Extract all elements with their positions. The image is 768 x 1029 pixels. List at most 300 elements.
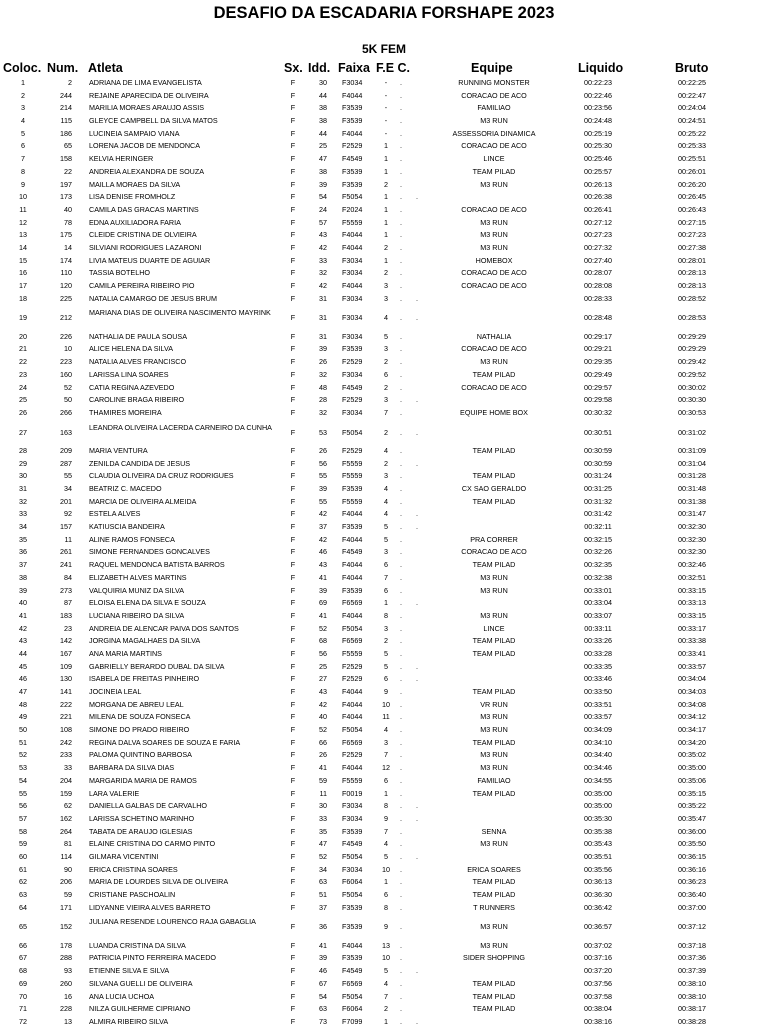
cell-idd: 47: [319, 154, 327, 164]
cell-coloc: 18: [19, 293, 27, 303]
cell-idd: 55: [319, 471, 327, 481]
cell-bruto: 00:26:01: [678, 166, 706, 176]
cell-num: 223: [60, 357, 72, 367]
cell-idd: 35: [319, 826, 327, 836]
cell-equipe: CORACAO DE ACO: [461, 141, 527, 151]
cell-faixa: F3539: [342, 344, 363, 354]
cell-num: 23: [64, 623, 72, 633]
cell-sx: F: [290, 953, 296, 963]
cell-c: .: [400, 458, 402, 468]
cell-fe: 6: [384, 775, 388, 785]
cell-liquido: 00:30:51: [584, 427, 612, 437]
cell-d: .: [416, 851, 418, 861]
cell-sx: F: [290, 369, 296, 379]
cell-num: 93: [64, 966, 72, 976]
table-row: [0, 851, 768, 864]
cell-coloc: 23: [19, 369, 27, 379]
cell-coloc: 38: [19, 572, 27, 582]
cell-num: 287: [60, 458, 72, 468]
cell-c: .: [400, 940, 402, 950]
cell-faixa: F2529: [342, 395, 363, 405]
cell-num: 183: [60, 610, 72, 620]
cell-coloc: 15: [19, 255, 27, 265]
table-row: [0, 191, 768, 204]
cell-idd: 39: [319, 344, 327, 354]
cell-sx: F: [290, 661, 296, 671]
cell-coloc: 59: [19, 839, 27, 849]
cell-fe: 4: [384, 313, 388, 323]
cell-sx: F: [290, 725, 296, 735]
cell-liquido: 00:34:40: [584, 750, 612, 760]
cell-faixa: F3034: [342, 293, 363, 303]
cell-liquido: 00:31:25: [584, 484, 612, 494]
cell-fe: 7: [384, 991, 388, 1001]
cell-coloc: 39: [19, 585, 27, 595]
cell-sx: F: [290, 534, 296, 544]
cell-sx: F: [290, 572, 296, 582]
cell-sx: F: [290, 775, 296, 785]
cell-liquido: 00:27:32: [584, 242, 612, 252]
cell-liquido: 00:33:26: [584, 636, 612, 646]
cell-liquido: 00:30:59: [584, 458, 612, 468]
cell-d: .: [416, 801, 418, 811]
cell-c: .: [400, 313, 402, 323]
cell-sx: F: [290, 966, 296, 976]
cell-liquido: 00:28:33: [584, 293, 612, 303]
cell-bruto: 00:35:06: [678, 775, 706, 785]
cell-num: 242: [60, 737, 72, 747]
cell-bruto: 00:38:10: [678, 991, 706, 1001]
table-row: [0, 661, 768, 674]
cell-sx: F: [290, 204, 296, 214]
cell-faixa: F2529: [342, 661, 363, 671]
cell-atleta: JULIANA RESENDE LOURENCO RAJA GABAGLIA: [89, 917, 256, 927]
cell-num: 201: [60, 496, 72, 506]
cell-num: 120: [60, 281, 72, 290]
cell-atleta: LUCINEIA SAMPAIO VIANA: [89, 128, 180, 138]
cell-equipe: TEAM PILAD: [472, 636, 516, 646]
table-row: [0, 648, 768, 661]
cell-num: 228: [60, 1004, 72, 1014]
table-row: [0, 800, 768, 813]
cell-num: 171: [60, 902, 72, 912]
table-row: [0, 965, 768, 978]
cell-idd: 25: [319, 141, 327, 151]
cell-atleta: GILMARA VICENTINI: [89, 851, 159, 861]
cell-bruto: 00:33:13: [678, 598, 706, 608]
cell-bruto: 00:35:47: [678, 813, 706, 823]
cell-sx: F: [290, 712, 296, 722]
cell-atleta: ALINE RAMOS FONSECA: [89, 534, 175, 544]
cell-faixa: F2529: [342, 445, 363, 455]
cell-num: 152: [60, 922, 72, 932]
cell-num: 162: [60, 813, 72, 823]
cell-sx: F: [290, 382, 296, 392]
cell-num: 115: [60, 116, 72, 126]
cell-fe: 4: [384, 496, 388, 506]
cell-atleta: ANA MARIA MARTINS: [89, 648, 162, 658]
table-row: [0, 902, 768, 915]
cell-coloc: 46: [19, 674, 27, 684]
cell-num: 233: [60, 750, 72, 760]
cell-fe: 3: [384, 293, 388, 303]
header-fec: F.E C.: [376, 61, 411, 75]
cell-equipe: TEAM PILAD: [472, 890, 516, 900]
cell-sx: F: [290, 750, 296, 760]
cell-faixa: F4044: [342, 534, 363, 544]
cell-coloc: 35: [19, 534, 27, 544]
cell-bruto: 00:29:52: [678, 369, 706, 379]
cell-num: 10: [64, 344, 72, 354]
cell-sx: F: [290, 864, 296, 874]
table-row: [0, 394, 768, 407]
table-row: [0, 940, 768, 953]
cell-bruto: 00:36:40: [678, 890, 706, 900]
cell-coloc: 66: [19, 940, 27, 950]
table-row: [0, 508, 768, 521]
table-row: [0, 407, 768, 420]
table-row: [0, 546, 768, 559]
cell-c: .: [400, 217, 402, 227]
cell-idd: 26: [319, 357, 327, 367]
cell-sx: F: [290, 826, 296, 836]
cell-bruto: 00:36:23: [678, 877, 706, 887]
cell-c: .: [400, 78, 402, 87]
cell-c: .: [400, 242, 402, 252]
cell-fe: 2: [384, 179, 388, 189]
cell-fe: 5: [384, 661, 388, 671]
cell-c: .: [400, 763, 402, 773]
cell-c: .: [400, 699, 402, 709]
cell-equipe: M3 RUN: [480, 357, 508, 367]
cell-faixa: F3539: [342, 166, 363, 176]
cell-c: .: [400, 103, 402, 113]
table-row: [0, 115, 768, 128]
cell-sx: F: [290, 560, 296, 570]
cell-coloc: 20: [19, 331, 27, 341]
cell-liquido: 00:33:35: [584, 661, 612, 671]
table-row: [0, 991, 768, 1004]
cell-bruto: 00:25:22: [678, 128, 706, 138]
cell-idd: 39: [319, 585, 327, 595]
cell-liquido: 00:28:08: [584, 281, 612, 290]
cell-liquido: 00:29:35: [584, 357, 612, 367]
cell-atleta: MARCIA DE OLIVEIRA ALMEIDA: [89, 496, 197, 506]
cell-fe: 1: [384, 217, 388, 227]
cell-liquido: 00:34:46: [584, 763, 612, 773]
cell-fe: 5: [384, 648, 388, 658]
cell-liquido: 00:36:30: [584, 890, 612, 900]
cell-num: 55: [64, 471, 72, 481]
cell-coloc: 16: [19, 268, 27, 278]
cell-coloc: 9: [21, 179, 25, 189]
cell-idd: 31: [319, 293, 327, 303]
cell-coloc: 72: [19, 1016, 27, 1026]
cell-bruto: 00:28:52: [678, 293, 706, 303]
cell-faixa: F3034: [342, 255, 363, 265]
cell-coloc: 24: [19, 382, 27, 392]
cell-bruto: 00:32:30: [678, 522, 706, 532]
cell-equipe: TEAM PILAD: [472, 560, 516, 570]
cell-equipe: CORACAO DE ACO: [461, 281, 527, 290]
cell-d: .: [416, 313, 418, 323]
cell-equipe: FAMILIAO: [477, 775, 511, 785]
cell-c: .: [400, 357, 402, 367]
cell-equipe: VR RUN: [480, 699, 508, 709]
cell-idd: 36: [319, 922, 327, 932]
table-row: [0, 572, 768, 585]
cell-fe: 1: [384, 204, 388, 214]
cell-sx: F: [290, 255, 296, 265]
cell-faixa: F4549: [342, 839, 363, 849]
header-faixa: Faixa: [338, 61, 370, 75]
cell-atleta: LARISSA LINA SOARES: [89, 369, 169, 379]
cell-coloc: 57: [19, 813, 27, 823]
cell-idd: 51: [319, 890, 327, 900]
cell-equipe: M3 RUN: [480, 839, 508, 849]
cell-bruto: 00:27:15: [678, 217, 706, 227]
cell-equipe: ERICA SOARES: [467, 864, 521, 874]
cell-faixa: F3539: [342, 522, 363, 532]
cell-c: .: [400, 427, 402, 437]
cell-fe: 10: [382, 864, 390, 874]
cell-c: .: [400, 902, 402, 912]
cell-c: .: [400, 585, 402, 595]
cell-num: 209: [60, 445, 72, 455]
cell-faixa: F3034: [342, 268, 363, 278]
cell-bruto: 00:35:02: [678, 750, 706, 760]
cell-bruto: 00:28:53: [678, 313, 706, 323]
cell-num: 206: [60, 877, 72, 887]
cell-num: 110: [60, 268, 72, 278]
cell-idd: 41: [319, 763, 327, 773]
cell-fe: 4: [384, 509, 388, 519]
cell-atleta: KATIUSCIA BANDEIRA: [89, 522, 165, 532]
cell-sx: F: [290, 103, 296, 113]
cell-bruto: 00:34:03: [678, 687, 706, 697]
cell-idd: 57: [319, 217, 327, 227]
cell-fe: 8: [384, 610, 388, 620]
cell-atleta: LIVIA MATEUS DUARTE DE AGUIAR: [89, 255, 211, 265]
cell-num: 241: [60, 560, 72, 570]
cell-equipe: M3 RUN: [480, 230, 508, 240]
cell-bruto: 00:32:30: [678, 534, 706, 544]
cell-fe: 3: [384, 281, 388, 290]
table-row: [0, 1003, 768, 1016]
cell-faixa: F3539: [342, 116, 363, 126]
cell-idd: 56: [319, 458, 327, 468]
cell-atleta: NATHALIA DE PAULA SOUSA: [89, 331, 187, 341]
cell-atleta: PATRICIA PINTO FERREIRA MACEDO: [89, 953, 216, 963]
cell-faixa: F3539: [342, 103, 363, 113]
cell-c: .: [400, 801, 402, 811]
cell-atleta: LUCIANA RIBEIRO DA SILVA: [89, 610, 185, 620]
cell-bruto: 00:30:53: [678, 407, 706, 417]
cell-coloc: 68: [19, 966, 27, 976]
cell-equipe: CORACAO DE ACO: [461, 344, 527, 354]
cell-idd: 42: [319, 281, 327, 290]
cell-bruto: 00:24:04: [678, 103, 706, 113]
cell-sx: F: [290, 141, 296, 151]
cell-equipe: HOMEBOX: [475, 255, 513, 265]
cell-faixa: F4044: [342, 699, 363, 709]
cell-bruto: 00:36:15: [678, 851, 706, 861]
cell-c: .: [400, 826, 402, 836]
cell-coloc: 52: [19, 750, 27, 760]
cell-num: 62: [64, 801, 72, 811]
table-row: [0, 534, 768, 547]
cell-sx: F: [290, 154, 296, 164]
table-row: [0, 458, 768, 471]
cell-faixa: F3539: [342, 179, 363, 189]
cell-fe: 13: [382, 940, 390, 950]
cell-atleta: MARIANA DIAS DE OLIVEIRA NASCIMENTO MAYRINK: [89, 308, 271, 318]
cell-sx: F: [290, 978, 296, 988]
cell-num: 11: [64, 534, 72, 544]
cell-atleta: LIDYANNE VIEIRA ALVES BARRETO: [89, 902, 211, 912]
cell-idd: 30: [319, 801, 327, 811]
cell-equipe: M3 RUN: [480, 712, 508, 722]
cell-equipe: TEAM PILAD: [472, 1004, 516, 1014]
cell-sx: F: [290, 839, 296, 849]
cell-faixa: F3539: [342, 484, 363, 494]
table-row: [0, 420, 768, 445]
cell-fe: 4: [384, 725, 388, 735]
cell-liquido: 00:29:57: [584, 382, 612, 392]
cell-idd: 54: [319, 991, 327, 1001]
cell-coloc: 36: [19, 547, 27, 557]
cell-faixa: F4044: [342, 281, 363, 290]
cell-sx: F: [290, 458, 296, 468]
cell-equipe: CORACAO DE ACO: [461, 547, 527, 557]
cell-liquido: 00:35:51: [584, 851, 612, 861]
cell-faixa: F3034: [342, 313, 363, 323]
cell-coloc: 41: [19, 610, 27, 620]
cell-fe: -: [384, 78, 388, 87]
cell-equipe: M3 RUN: [480, 242, 508, 252]
cell-num: 33: [64, 763, 72, 773]
table-row: [0, 914, 768, 939]
cell-num: 14: [64, 242, 72, 252]
cell-bruto: 00:38:10: [678, 978, 706, 988]
cell-num: 40: [64, 204, 72, 214]
cell-coloc: 67: [19, 953, 27, 963]
table-row: [0, 217, 768, 230]
table-row: [0, 267, 768, 280]
results-table: [0, 77, 768, 1029]
cell-coloc: 65: [19, 922, 27, 932]
cell-num: 109: [60, 661, 72, 671]
cell-idd: 43: [319, 560, 327, 570]
cell-coloc: 3: [21, 103, 25, 113]
table-row: [0, 305, 768, 330]
cell-equipe: TEAM PILAD: [472, 471, 516, 481]
cell-equipe: M3 RUN: [480, 116, 508, 126]
cell-faixa: F3539: [342, 922, 363, 932]
cell-liquido: 00:26:38: [584, 192, 612, 202]
cell-c: .: [400, 636, 402, 646]
cell-c: .: [400, 141, 402, 151]
cell-num: 160: [60, 369, 72, 379]
cell-idd: 32: [319, 407, 327, 417]
cell-c: .: [400, 509, 402, 519]
cell-bruto: 00:25:51: [678, 154, 706, 164]
cell-liquido: 00:23:56: [584, 103, 612, 113]
cell-c: .: [400, 978, 402, 988]
cell-c: .: [400, 610, 402, 620]
cell-num: 81: [64, 839, 72, 849]
cell-liquido: 00:33:57: [584, 712, 612, 722]
cell-liquido: 00:36:13: [584, 877, 612, 887]
cell-atleta: MORGANA DE ABREU LEAL: [89, 699, 184, 709]
cell-coloc: 10: [19, 192, 27, 202]
cell-liquido: 00:34:10: [584, 737, 612, 747]
cell-idd: 52: [319, 725, 327, 735]
cell-bruto: 00:29:29: [678, 331, 706, 341]
cell-atleta: CATIA REGINA AZEVEDO: [89, 382, 175, 392]
cell-fe: 4: [384, 978, 388, 988]
cell-c: .: [400, 813, 402, 823]
cell-c: .: [400, 788, 402, 798]
cell-faixa: F4044: [342, 128, 363, 138]
cell-coloc: 37: [19, 560, 27, 570]
cell-coloc: 8: [21, 166, 25, 176]
cell-sx: F: [290, 648, 296, 658]
cell-sx: F: [290, 293, 296, 303]
cell-atleta: ANA LUCIA UCHOA: [89, 991, 155, 1001]
cell-coloc: 31: [19, 484, 27, 494]
cell-num: 244: [60, 90, 72, 100]
cell-atleta: LORENA JACOB DE MENDONCA: [89, 141, 201, 151]
cell-num: 163: [60, 427, 72, 437]
cell-bruto: 00:32:46: [678, 560, 706, 570]
cell-bruto: 00:37:18: [678, 940, 706, 950]
cell-fe: 3: [384, 547, 388, 557]
header-equipe: Equipe: [471, 61, 513, 75]
cell-atleta: ANDREIA DE ALENCAR PAIVA DOS SANTOS: [89, 623, 239, 633]
cell-atleta: TABATA DE ARAUJO IGLESIAS: [89, 826, 193, 836]
cell-d: .: [416, 598, 418, 608]
cell-sx: F: [290, 395, 296, 405]
cell-atleta: SIMONE FERNANDES GONCALVES: [89, 547, 210, 557]
cell-c: .: [400, 281, 402, 290]
cell-bruto: 00:26:45: [678, 192, 706, 202]
table-row: [0, 521, 768, 534]
cell-fe: -: [384, 103, 388, 113]
cell-num: 2: [68, 78, 72, 87]
cell-idd: 37: [319, 522, 327, 532]
cell-fe: 2: [384, 268, 388, 278]
table-row: [0, 242, 768, 255]
cell-bruto: 00:29:42: [678, 357, 706, 367]
cell-atleta: ALICE HELENA DA SILVA: [89, 344, 174, 354]
cell-atleta: PALOMA QUINTINO BARBOSA: [89, 750, 192, 760]
cell-atleta: NATALIA ALVES FRANCISCO: [89, 357, 187, 367]
cell-liquido: 00:34:55: [584, 775, 612, 785]
cell-atleta: JORGINA MAGALHAES DA SILVA: [89, 636, 201, 646]
cell-c: .: [400, 991, 402, 1001]
cell-bruto: 00:31:09: [678, 445, 706, 455]
cell-c: .: [400, 445, 402, 455]
cell-num: 212: [60, 313, 72, 323]
cell-atleta: ESTELA ALVES: [89, 509, 141, 519]
cell-liquido: 00:29:49: [584, 369, 612, 379]
table-row: [0, 496, 768, 509]
cell-bruto: 00:31:48: [678, 484, 706, 494]
cell-faixa: F6064: [342, 1004, 363, 1014]
cell-faixa: F4549: [342, 966, 363, 976]
cell-faixa: F6064: [342, 877, 363, 887]
